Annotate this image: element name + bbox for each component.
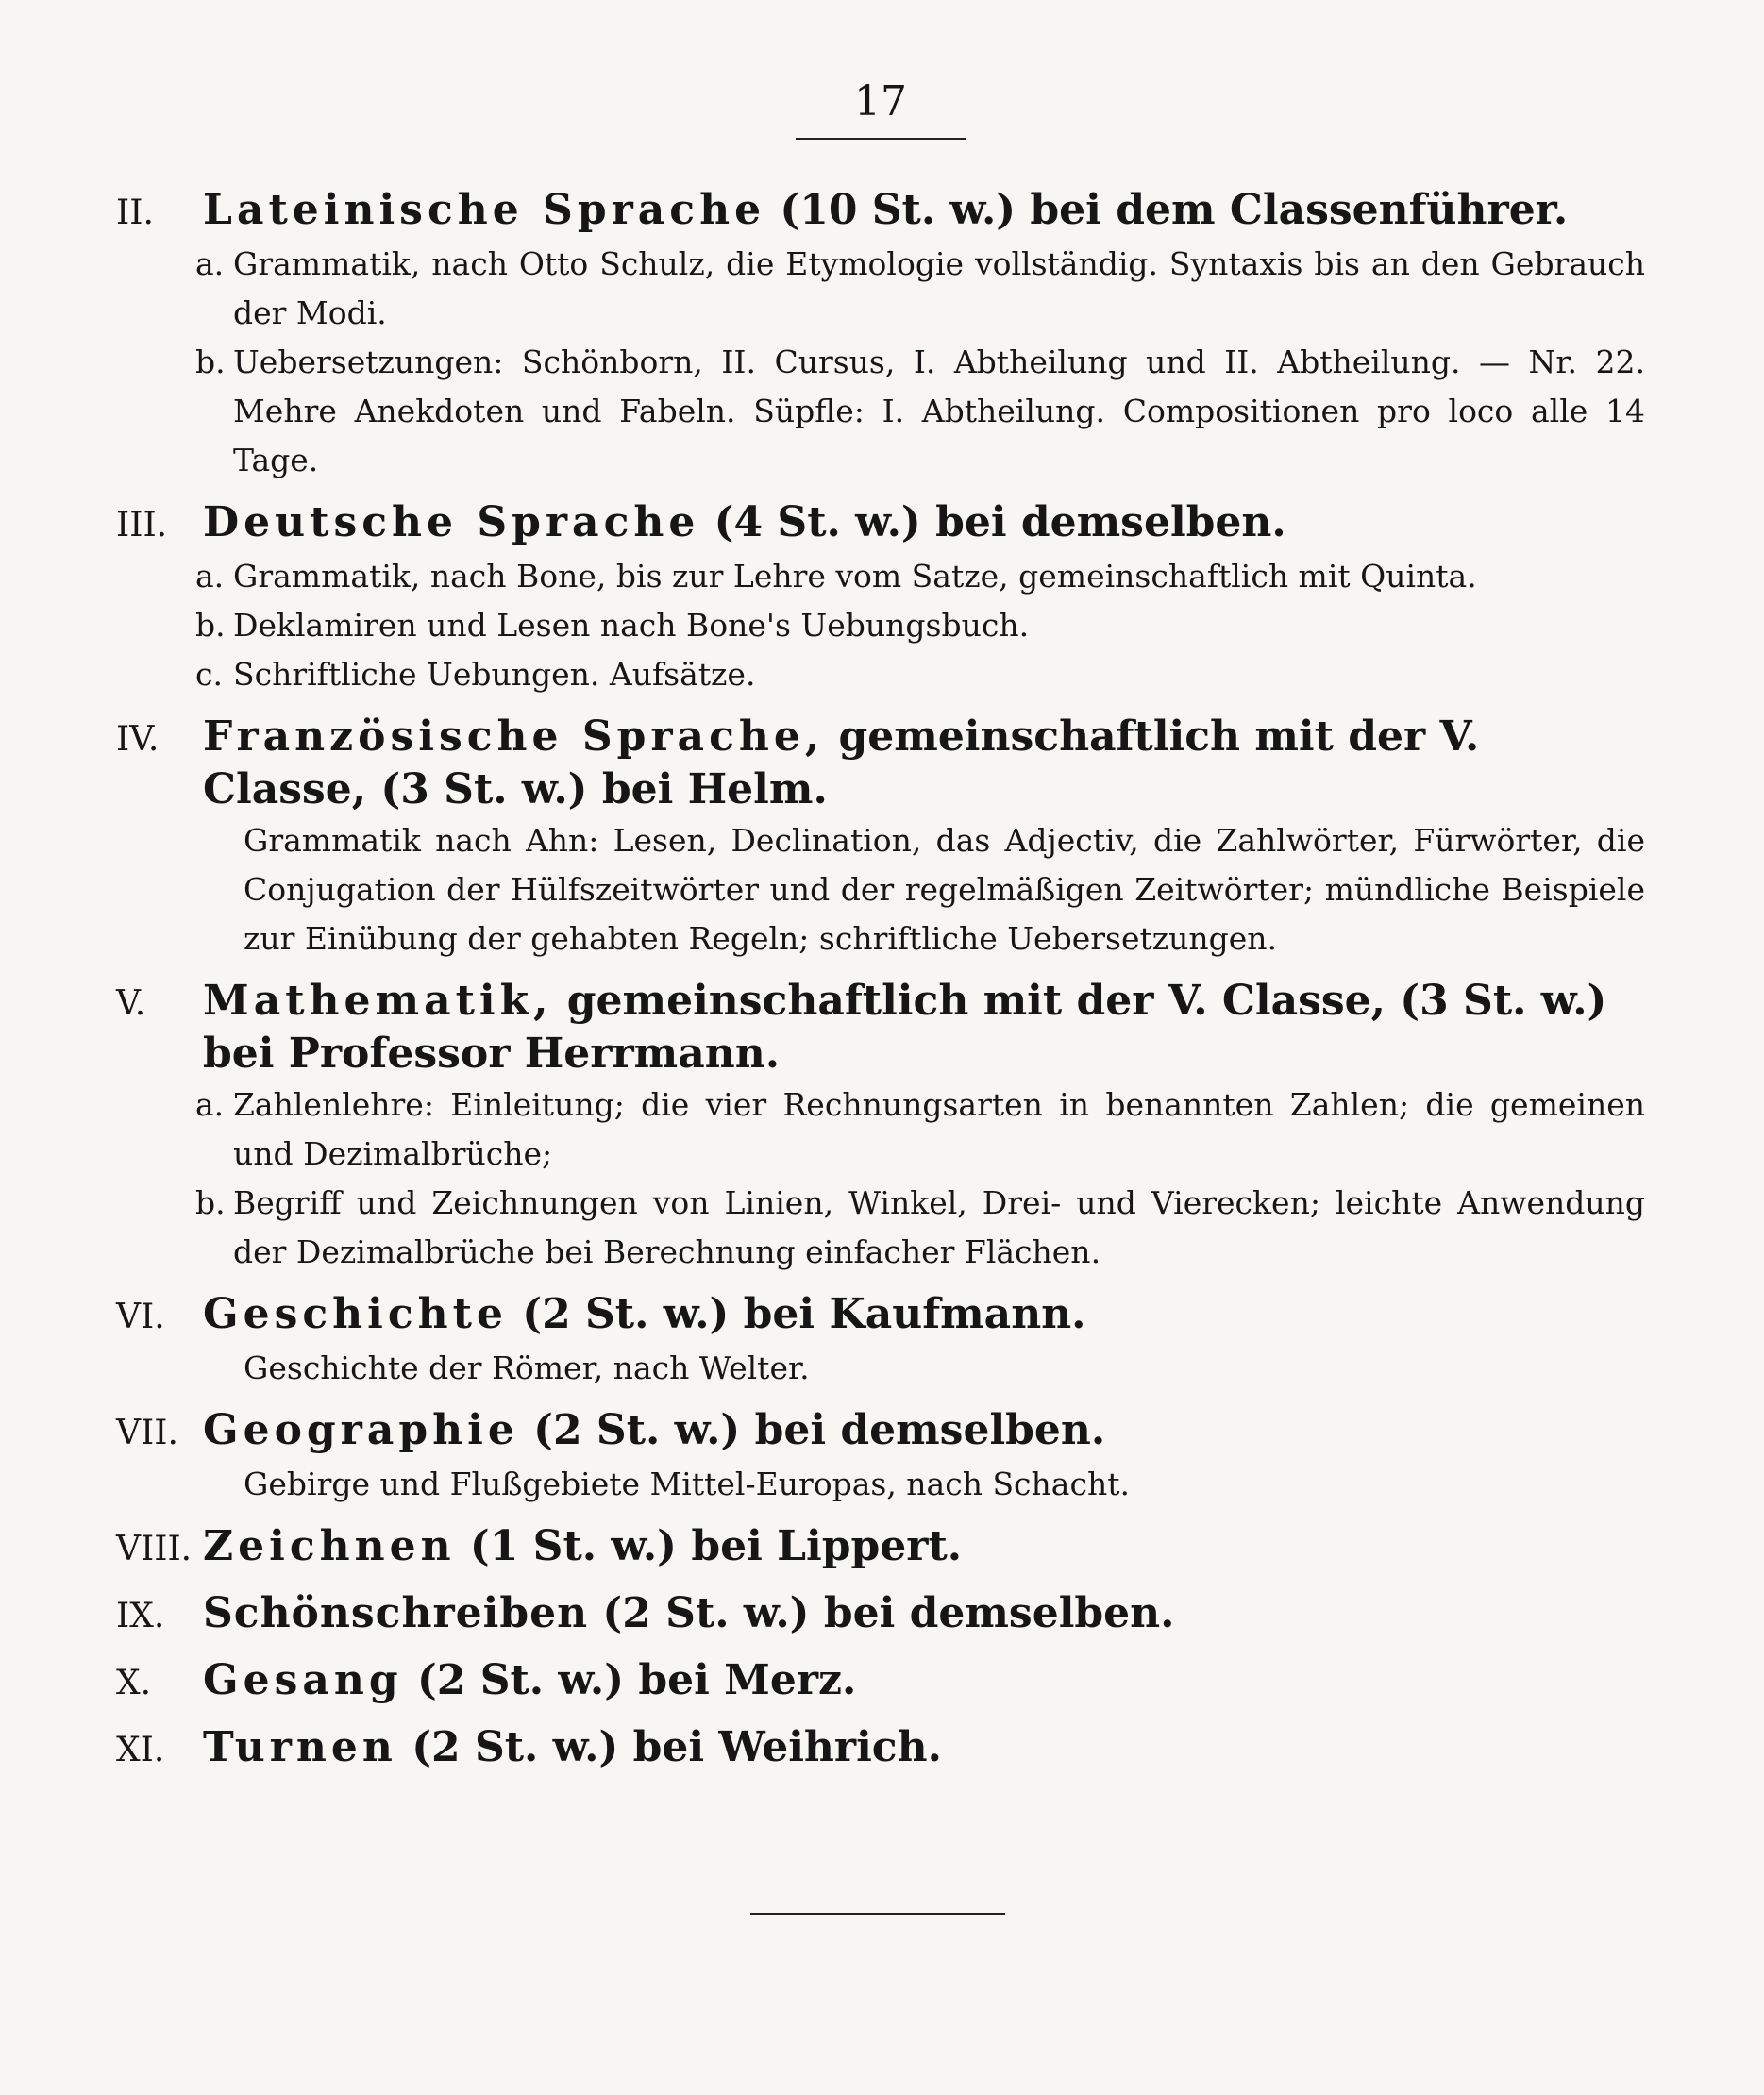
section-heading — [116, 184, 1645, 240]
item-marker: b. — [195, 607, 226, 644]
item-text: Grammatik, nach Bone, bis zur Lehre vom Satze, gemeinschaftlich mit Quinta. — [233, 558, 1477, 595]
item-text: Grammatik, nach Otto Schulz, die Etymologie vollständig. Syntaxis bis an den Gebrauch der Modi. — [233, 245, 1645, 331]
section-german — [116, 496, 1645, 699]
section-details: gemeinschaftlich mit der V. Classe, (3 St. w.) bei Professor Herrmann. — [203, 977, 1607, 1078]
list-item — [116, 601, 1645, 650]
section-title: Turnen — [203, 1723, 397, 1771]
section-details: gemeinschaftlich mit der V. Classe, (3 St. w.) bei Helm. — [203, 712, 1480, 813]
section-heading — [116, 1721, 1645, 1777]
section-title: Lateinische Sprache — [203, 186, 766, 234]
section-latin — [116, 184, 1645, 485]
section-body: Grammatik nach Ahn: Lesen, Declination, das Adjectiv, die Zahlwörter, Fürwörter, die Conjugation der Hülfszeitwörter und der regelmäßigen Zeitwörter; mündliche Beispiele zur Einübung der gehabten Regeln; schriftliche Uebersetzungen. — [244, 822, 1645, 957]
header-rule — [796, 138, 966, 140]
item-marker: b. — [195, 1184, 226, 1221]
section-title: Geschichte — [203, 1290, 508, 1338]
section-heading — [116, 496, 1645, 552]
section-heading — [116, 711, 1645, 816]
section-heading — [116, 1288, 1645, 1344]
section-title: Gesang — [203, 1656, 403, 1704]
list-item — [116, 1179, 1645, 1277]
section-title: Zeichnen — [203, 1522, 456, 1570]
list-item — [116, 240, 1645, 338]
section-title: Schönschreiben — [203, 1589, 589, 1637]
section-number: X. — [116, 1664, 152, 1702]
section-heading — [116, 1654, 1645, 1710]
item-text: Deklamiren und Lesen nach Bone's Uebungsbuch. — [233, 607, 1030, 644]
section-mathematics — [116, 975, 1645, 1277]
section-number: II. — [116, 193, 154, 232]
section-geography — [116, 1404, 1645, 1509]
section-details: (4 St. w.) bei demselben. — [714, 498, 1286, 546]
item-marker: a. — [195, 558, 225, 595]
section-details: (2 St. w.) bei Weihrich. — [412, 1723, 942, 1771]
section-details: (2 St. w.) bei Kaufmann. — [522, 1290, 1086, 1338]
section-number: VIII. — [116, 1530, 193, 1568]
section-heading — [116, 1404, 1645, 1460]
section-french — [116, 711, 1645, 964]
section-body: Gebirge und Flußgebiete Mittel-Europas, nach Schacht. — [244, 1466, 1130, 1502]
section-drawing — [116, 1520, 1645, 1576]
item-text: Begriff und Zeichnungen von Linien, Winkel, Drei- und Vierecken; leichte Anwendung der Dezimalbrüche bei Berechnung einfacher Flächen. — [233, 1184, 1645, 1270]
section-heading — [116, 1520, 1645, 1576]
page-number: 17 — [854, 77, 907, 126]
section-heading — [116, 1587, 1645, 1643]
section-number: VII. — [116, 1414, 178, 1452]
section-body: Geschichte der Römer, nach Welter. — [244, 1349, 810, 1386]
section-history — [116, 1288, 1645, 1393]
footer-rule — [750, 1913, 1005, 1915]
item-text: Uebersetzungen: Schönborn, II. Cursus, I. Abtheilung und II. Abtheilung. — Nr. 22. Mehre Anekdoten und Fabeln. Süpfle: I. Abtheilung. Compositionen pro loco alle 14 Tage. — [233, 344, 1645, 478]
list-item — [116, 552, 1645, 601]
section-number: III. — [116, 506, 168, 545]
section-number: IV. — [116, 720, 160, 759]
section-title: Mathematik, — [203, 977, 553, 1025]
section-number: IX. — [116, 1597, 165, 1635]
section-details: (2 St. w.) bei Merz. — [416, 1656, 857, 1704]
section-gymnastics — [116, 1721, 1645, 1777]
list-item — [116, 338, 1645, 485]
section-details: (2 St. w.) bei demselben. — [602, 1589, 1175, 1637]
section-calligraphy — [116, 1587, 1645, 1643]
section-title: Deutsche Sprache — [203, 498, 700, 546]
section-singing — [116, 1654, 1645, 1710]
section-heading — [116, 975, 1645, 1081]
curriculum-list — [116, 184, 1645, 1788]
section-number: V. — [116, 984, 146, 1023]
section-number: XI. — [116, 1731, 165, 1769]
section-details: (10 St. w.) bei dem Classenführer. — [780, 186, 1569, 234]
section-title: Geographie — [203, 1406, 519, 1454]
section-title: Französische Sprache, — [203, 712, 825, 761]
list-item — [116, 1081, 1645, 1179]
item-marker: a. — [195, 245, 225, 282]
item-text: Schriftliche Uebungen. Aufsätze. — [233, 656, 756, 693]
section-details: (1 St. w.) bei Lippert. — [469, 1522, 963, 1570]
section-details: (2 St. w.) bei demselben. — [533, 1406, 1106, 1454]
item-marker: a. — [195, 1086, 225, 1123]
item-text: Zahlenlehre: Einleitung; die vier Rechnungsarten in benannten Zahlen; die gemeinen und Dezimalbrüche; — [233, 1086, 1645, 1172]
list-item — [116, 650, 1645, 699]
section-number: VI. — [116, 1298, 165, 1336]
item-marker: b. — [195, 344, 226, 380]
item-marker: c. — [195, 656, 223, 693]
